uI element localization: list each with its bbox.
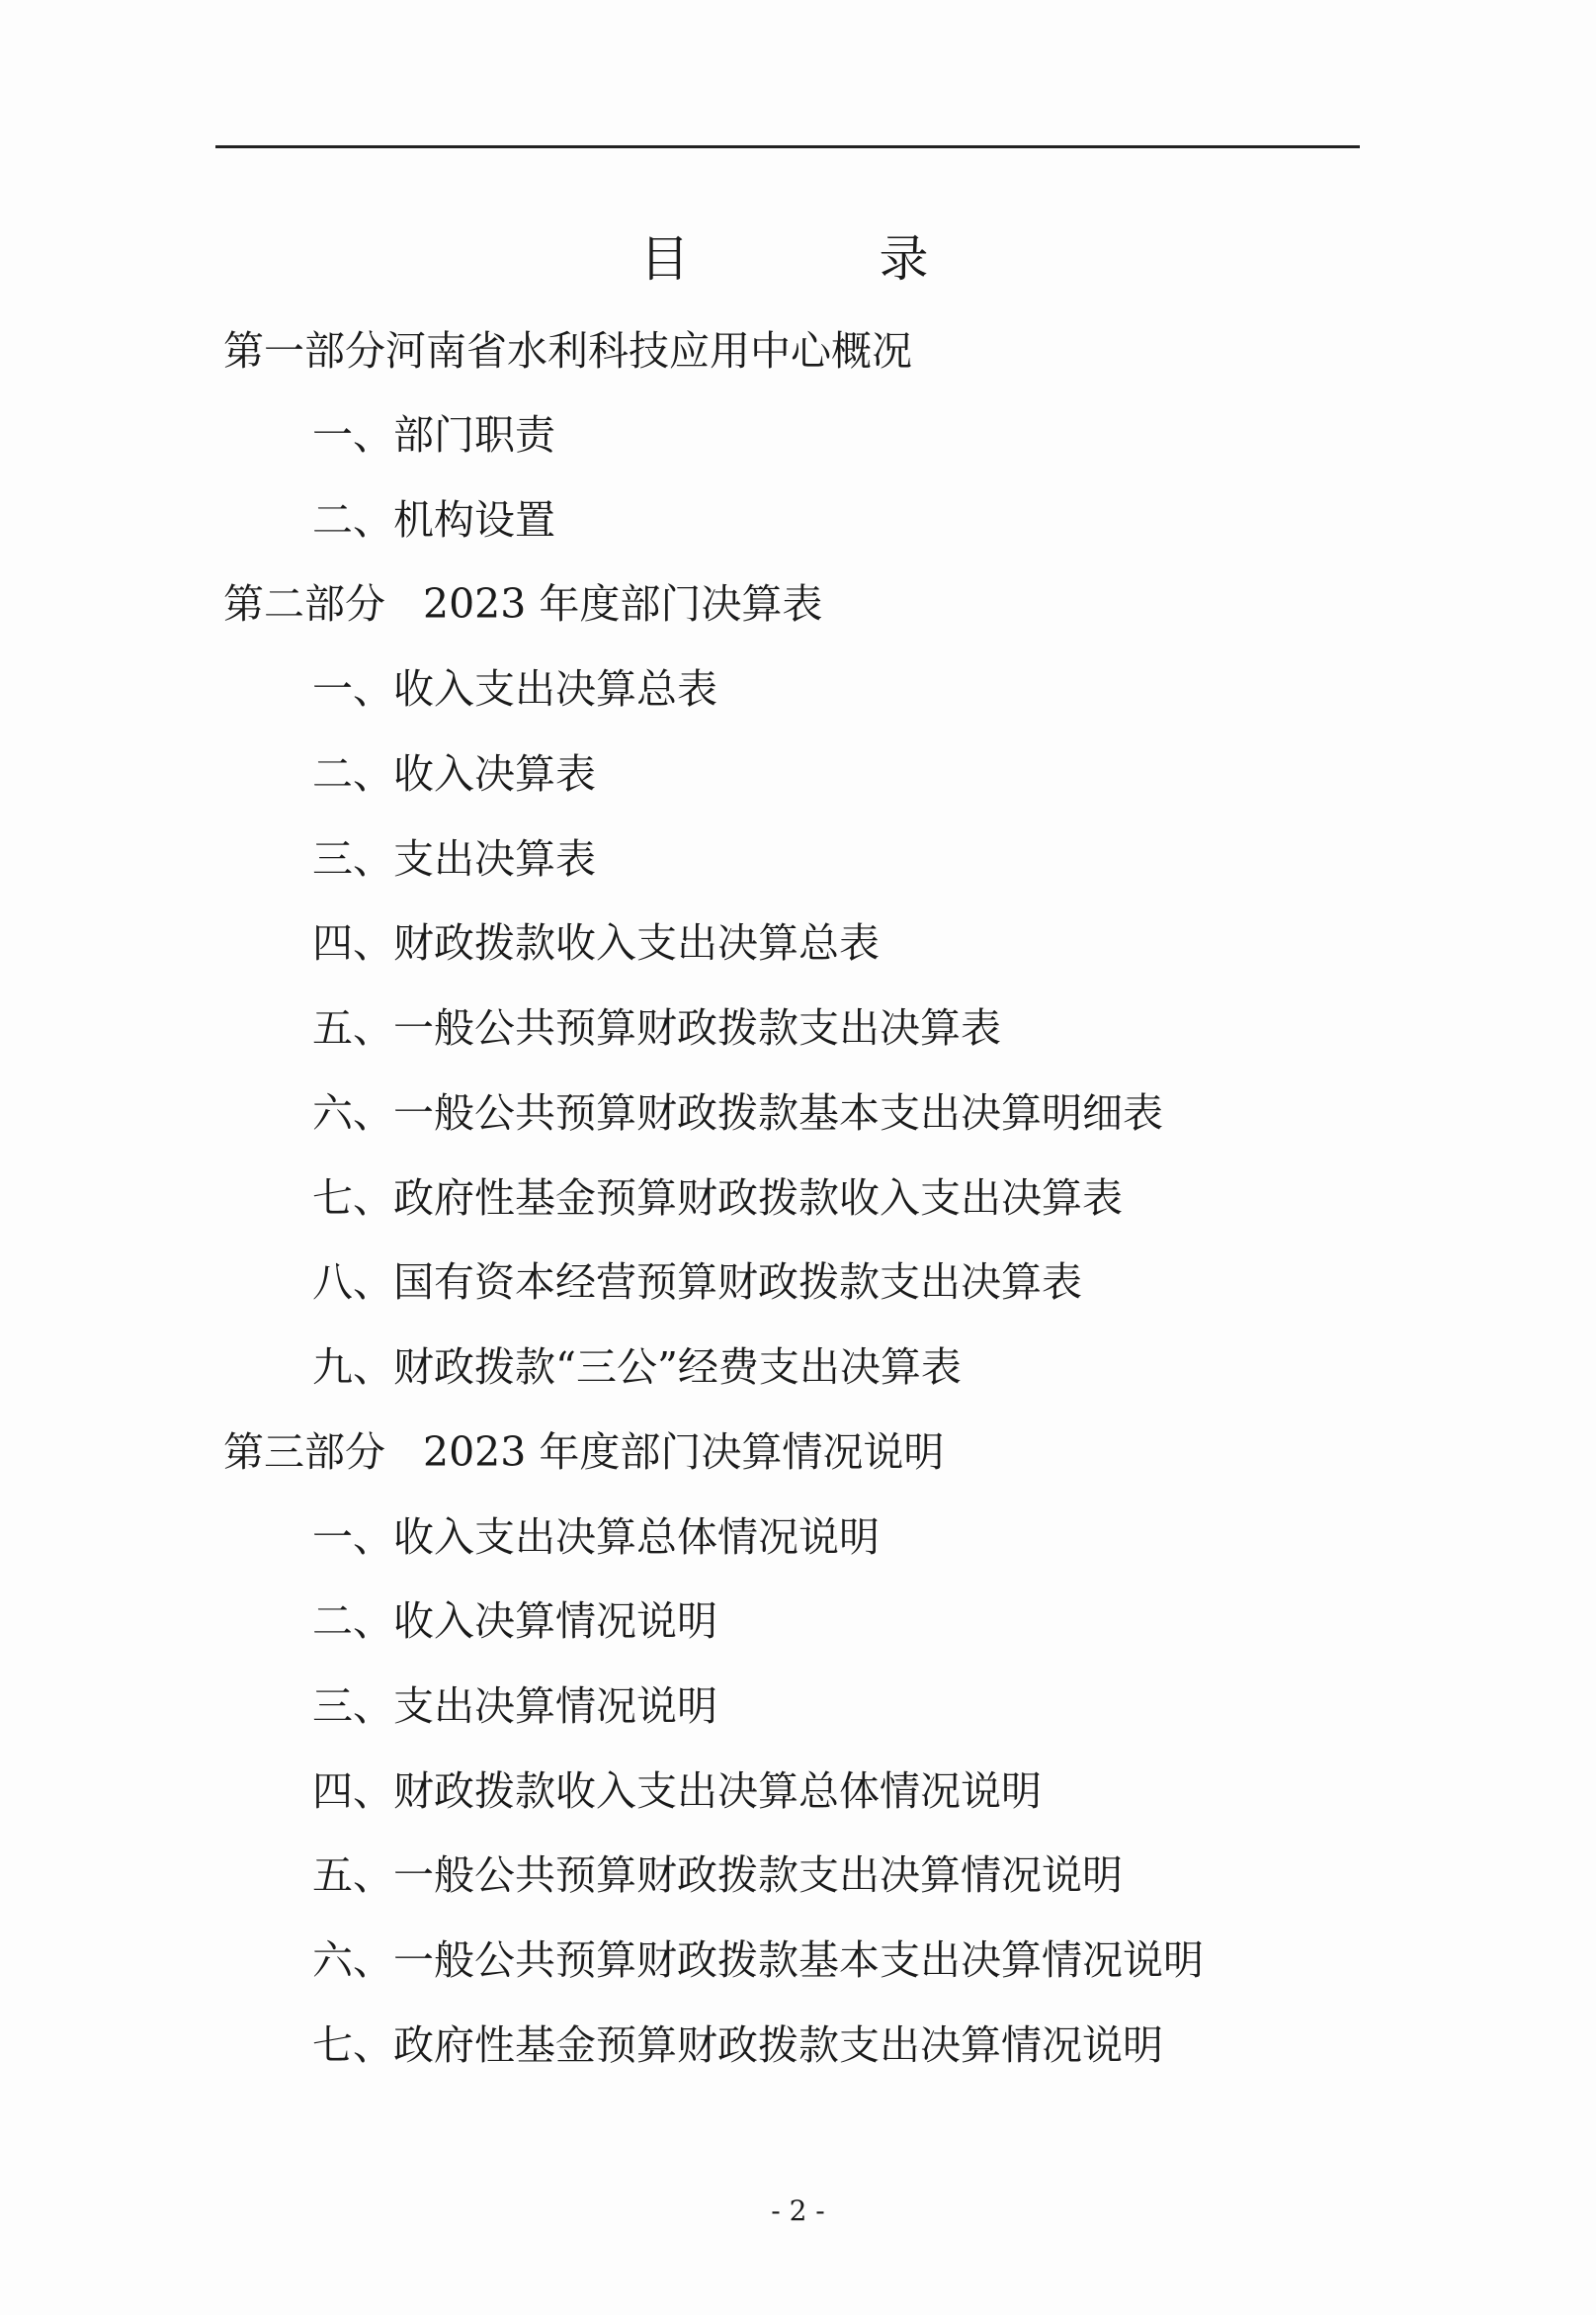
toc-part-prefix: 第三部分	[223, 1428, 385, 1476]
toc-part-1: 第一部分河南省水利科技应用中心概况	[223, 327, 912, 375]
toc-item: 一、部门职责	[312, 411, 555, 459]
page-number: - 2 -	[771, 2194, 825, 2227]
toc-item: 四、财政拨款收入支出决算总表	[312, 919, 880, 967]
toc-item: 三、支出决算情况说明	[312, 1682, 717, 1730]
toc-item: 八、国有资本经营预算财政拨款支出决算表	[312, 1258, 1082, 1306]
toc-item: 五、一般公共预算财政拨款支出决算情况说明	[312, 1851, 1123, 1899]
toc-item: 六、一般公共预算财政拨款基本支出决算明细表	[312, 1089, 1163, 1137]
toc-item: 四、财政拨款收入支出决算总体情况说明	[312, 1767, 1042, 1815]
toc-item: 三、支出决算表	[312, 835, 596, 883]
header-rule	[215, 145, 1360, 148]
toc-item: 七、政府性基金预算财政拨款收入支出决算表	[312, 1174, 1123, 1222]
toc-item: 九、财政拨款“三公”经费支出决算表	[312, 1343, 962, 1391]
toc-item: 二、机构设置	[312, 496, 555, 544]
toc-part-3	[223, 1427, 944, 1477]
toc-part-prefix: 第二部分	[223, 580, 385, 628]
toc-item: 五、一般公共预算财政拨款支出决算表	[312, 1004, 1001, 1052]
page-title: 目 录	[639, 230, 1016, 288]
toc-item: 一、收入支出决算总表	[312, 665, 717, 713]
toc-part-2	[223, 579, 822, 629]
toc-item: 一、收入支出决算总体情况说明	[312, 1513, 880, 1561]
toc-item: 二、收入决算情况说明	[312, 1597, 717, 1645]
toc-part-label: 2023 年度部门决算表	[423, 580, 823, 628]
toc-item: 二、收入决算表	[312, 750, 596, 798]
toc-item: 七、政府性基金预算财政拨款支出决算情况说明	[312, 2021, 1163, 2069]
toc-part-label: 2023 年度部门决算情况说明	[423, 1428, 945, 1476]
toc-item: 六、一般公共预算财政拨款基本支出决算情况说明	[312, 1936, 1204, 1984]
